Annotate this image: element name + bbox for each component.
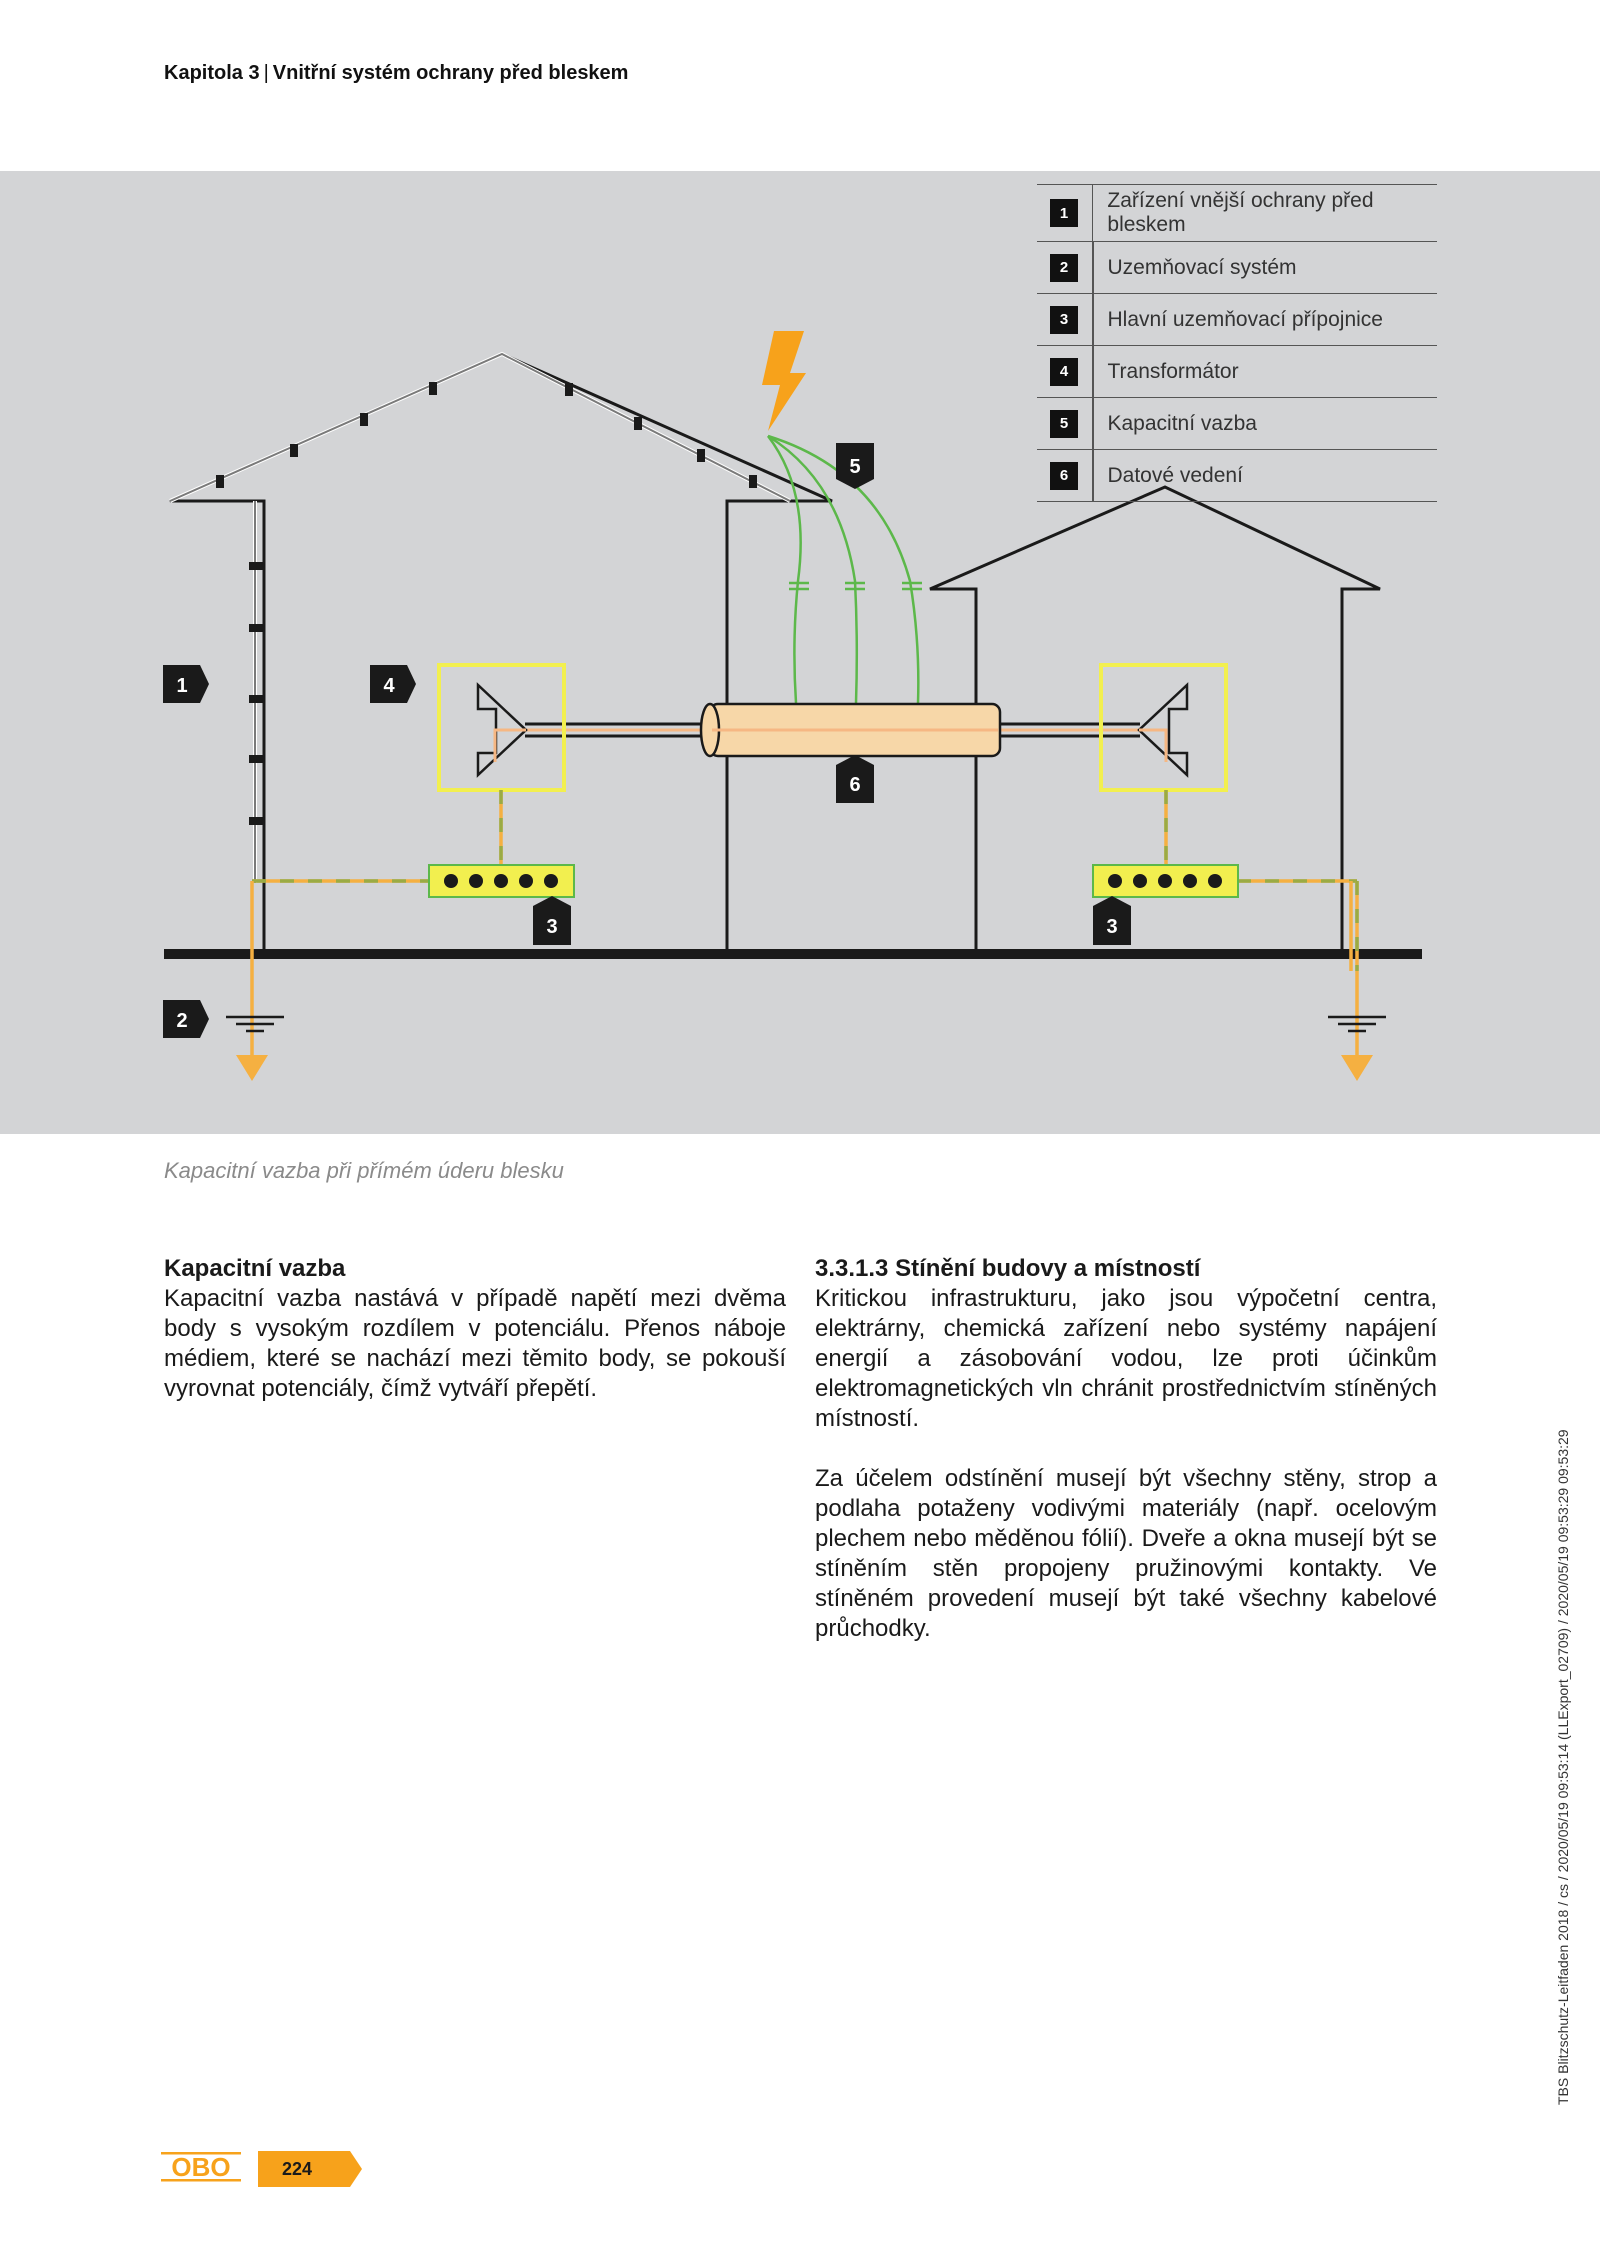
marker-3-right (1093, 896, 1131, 945)
legend-number: 1 (1050, 199, 1078, 227)
marker-1 (163, 665, 209, 703)
ground-line (164, 949, 1422, 959)
svg-text:3: 3 (546, 916, 558, 938)
figure-caption: Kapacitní vazba při přímém úderu blesku (164, 1158, 564, 1183)
legend-divider (1092, 450, 1094, 501)
lightning-coupling-figure (0, 171, 1600, 1134)
legend-label: Zařízení vnější ochrany před bleskem (1107, 189, 1374, 236)
chapter-title: Vnitřní systém ochrany před bleskem (272, 62, 629, 84)
svg-text:2: 2 (176, 1010, 188, 1032)
legend-label: Hlavní uzemňovací přípojnice (1107, 307, 1383, 331)
legend-label: Transformátor (1107, 359, 1239, 383)
chapter-label: Kapitola 3 (164, 62, 260, 84)
svg-text:1: 1 (176, 675, 188, 697)
legend-divider (1092, 242, 1094, 293)
ground-arrow-right-icon (1341, 1055, 1373, 1081)
legend-item (1037, 398, 1437, 450)
legend-divider (1092, 346, 1094, 397)
header-separator: | (263, 62, 269, 84)
transformer-left (439, 665, 564, 790)
legend-number: 2 (1050, 254, 1078, 282)
section-heading: 3.3.1.3 Stínění budovy a místností (815, 1255, 1201, 1282)
legend-item (1037, 346, 1437, 398)
svg-text:6: 6 (849, 774, 861, 796)
marker-3-left (533, 896, 571, 945)
body-paragraph: Za účelem odstínění musejí být všechny stěny, strop a podlaha potaženy vodivými materiály (např. ocelovým plechem nebo měděnou fólií). Dveře a okna musejí být se stíněním stěn propojeny pružinovými kontakty. Ve stíněném provedení musejí být také všechny kabelové průchodky. (815, 1465, 1437, 1642)
svg-text:4: 4 (383, 675, 395, 697)
legend-divider (1092, 398, 1094, 449)
legend-label: Uzemňovací systém (1107, 255, 1297, 279)
svg-text:5: 5 (849, 456, 861, 478)
page-number: 224 (282, 2159, 313, 2179)
left-column (164, 1254, 786, 1434)
marker-2 (163, 1000, 209, 1038)
figure-legend (1037, 184, 1437, 502)
legend-item (1037, 185, 1437, 242)
right-column (815, 1254, 1437, 1674)
legend-item (1037, 294, 1437, 346)
legend-divider (1092, 294, 1094, 345)
legend-number: 4 (1050, 358, 1078, 386)
marker-5 (836, 443, 874, 489)
legend-number: 5 (1050, 410, 1078, 438)
data-line (495, 704, 1166, 756)
legend-label: Kapacitní vazba (1107, 411, 1257, 435)
marker-4 (370, 665, 416, 703)
svg-text:3: 3 (1106, 916, 1118, 938)
transformer-right (1101, 665, 1226, 790)
ground-arrow-left-icon (236, 1055, 268, 1081)
lightning-bolt-icon (762, 331, 806, 431)
equipotential-bar-right (1093, 865, 1238, 897)
equipotential-bar-left (429, 865, 574, 897)
document-metadata-sidebar: TBS Blitzschutz-Leitfaden 2018 / cs / 2020/05/19 09:53:14 (LLExport_02709) / 2020/05/19 09:53:29 09:53:29 (1555, 1429, 1571, 2105)
svg-text:OBO: OBO (171, 2152, 231, 2182)
legend-number: 3 (1050, 306, 1078, 334)
legend-label: Datové vedení (1107, 463, 1243, 487)
body-paragraph: Kapacitní vazba nastává v případě napětí mezi dvěma body s vysokým rozdílem v potenciálu. Přenos náboje médiem, které se nachází mezi těmito body, se pokouší vyrovnat potenciály, čímž vytváří přepětí. (164, 1285, 786, 1402)
earth-symbol-left-icon (226, 1017, 284, 1031)
section-heading: Kapacitní vazba (164, 1255, 346, 1282)
legend-item (1037, 450, 1437, 502)
body-paragraph: Kritickou infrastrukturu, jako jsou výpočetní centra, elektrárny, chemická zařízení nebo systémy napájení energií a zásobování vodou, lze proti účinkům elektromagnetických vln chránit prostřednictvím stíněných místností. (815, 1285, 1437, 1432)
page-header (164, 62, 628, 85)
marker-6 (836, 755, 874, 983)
grounding-wires (252, 790, 1357, 1071)
legend-divider (1092, 185, 1093, 241)
legend-item (1037, 242, 1437, 294)
legend-number: 6 (1050, 462, 1078, 490)
obo-logo (160, 2150, 242, 2184)
